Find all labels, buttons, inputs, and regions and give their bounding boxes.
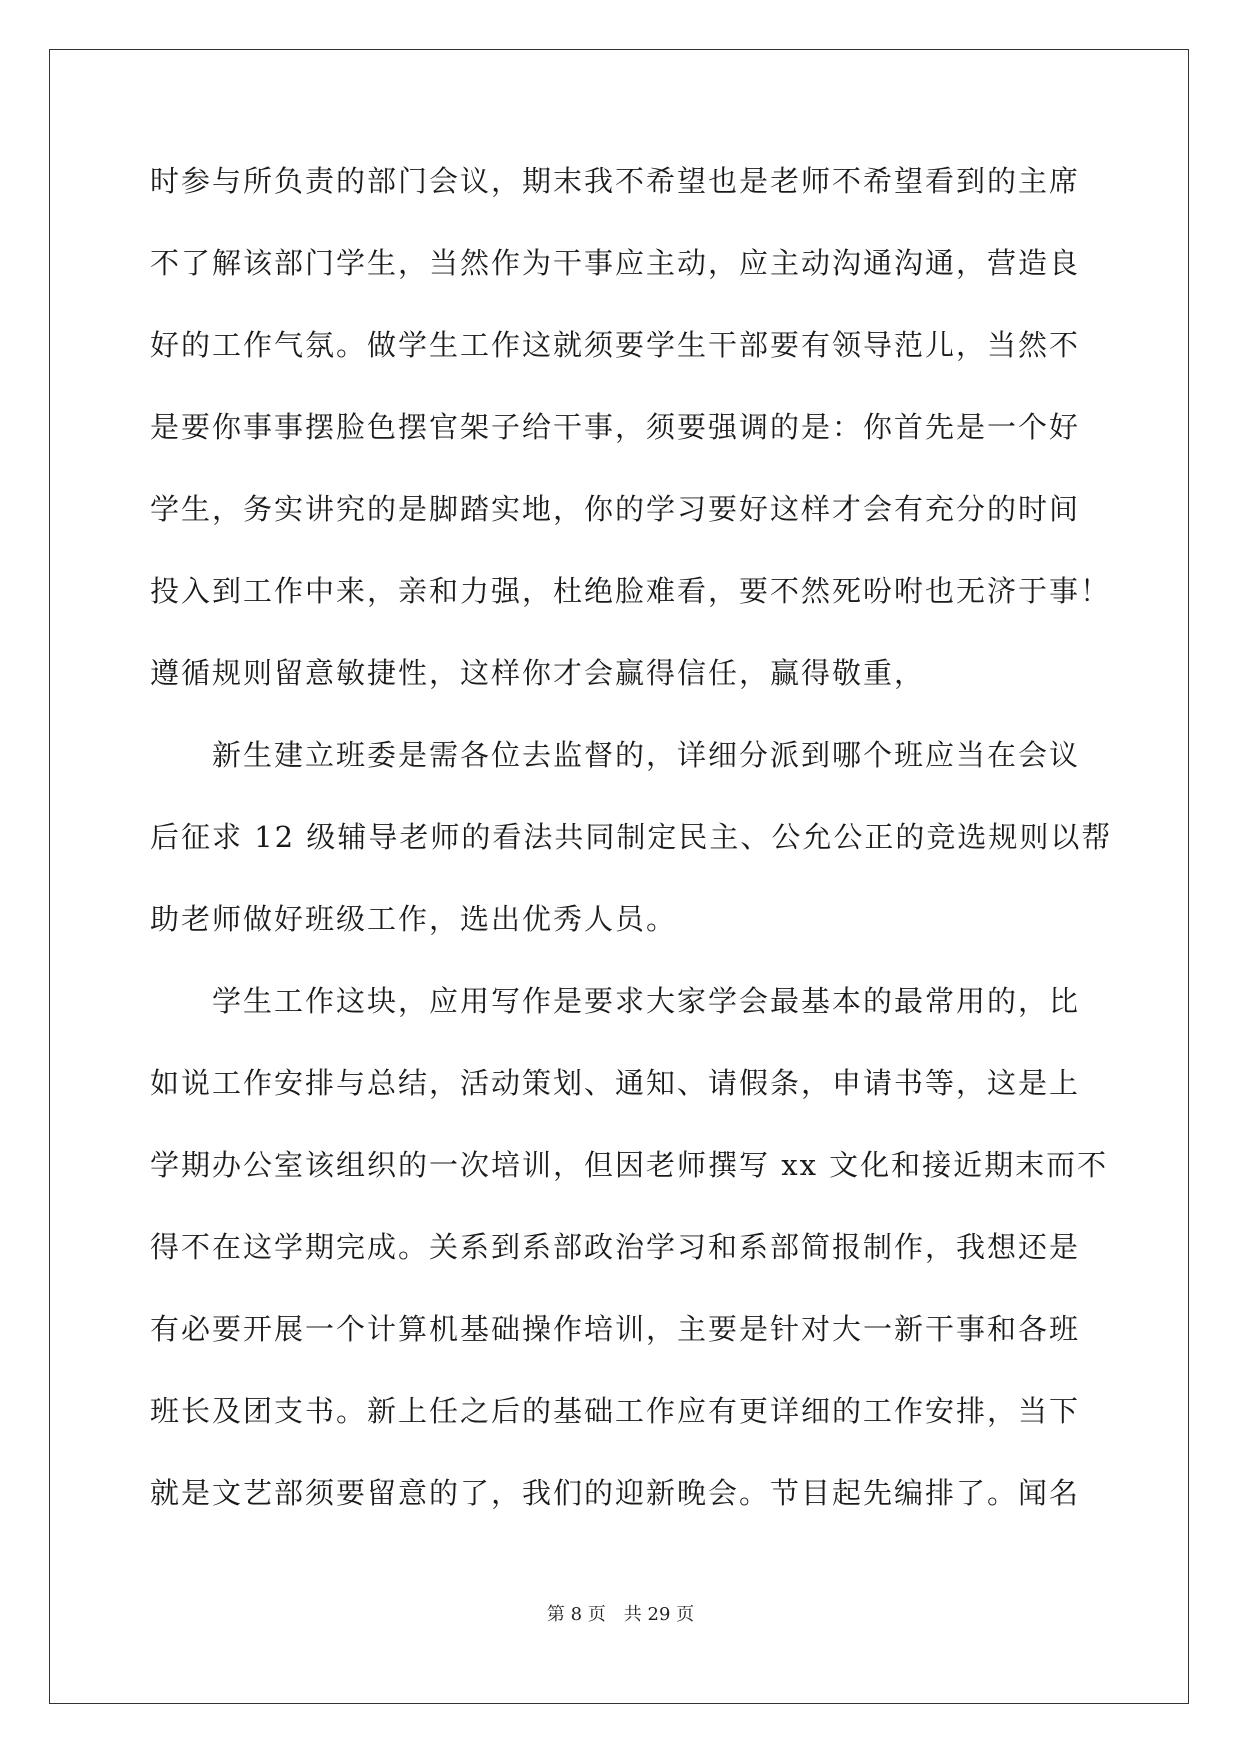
- page-number: 第 8 页 共 29 页: [546, 1604, 695, 1625]
- text-line: 投入到工作中来，亲和力强，杜绝脸难看，要不然死吩咐也无济于事！: [150, 574, 1112, 608]
- text-line: 遵循规则留意敏捷性，这样你才会赢得信任，赢得敬重，: [150, 656, 926, 690]
- paragraph-2: [150, 724, 1113, 970]
- paragraph-3: [150, 970, 1109, 1544]
- text-line: 助老师做好班级工作，选出优秀人员。: [150, 902, 678, 936]
- text-line: 时参与所负责的部门会议，期末我不希望也是老师不希望看到的主席: [150, 164, 1081, 198]
- text-line: 有必要开展一个计算机基础操作培训，主要是针对大一新干事和各班: [150, 1312, 1081, 1346]
- text-line: 得不在这学期完成。关系到系部政治学习和系部简报制作，我想还是: [150, 1230, 1081, 1264]
- text-line: 是要你事事摆脸色摆官架子给干事，须要强调的是：你首先是一个好: [150, 410, 1081, 444]
- paragraph-1: [150, 150, 1112, 724]
- text-line: 学期办公室该组织的一次培训，但因老师撰写 xx 文化和接近期末而不: [150, 1148, 1109, 1182]
- text-line: 学生，务实讲究的是脚踏实地，你的学习要好这样才会有充分的时间: [150, 492, 1081, 526]
- text-line: 学生工作这块，应用写作是要求大家学会最基本的最常用的，比: [150, 984, 1081, 1018]
- text-line: 如说工作安排与总结，活动策划、通知、请假条，申请书等，这是上: [150, 1066, 1081, 1100]
- text-line: 班长及团支书。新上任之后的基础工作应有更详细的工作安排，当下: [150, 1394, 1081, 1428]
- text-line: 就是文艺部须要留意的了，我们的迎新晚会。节目起先编排了。闻名: [150, 1476, 1081, 1510]
- page-footer: [0, 1600, 1241, 1626]
- text-line: 好的工作气氛。做学生工作这就须要学生干部要有领导范儿，当然不: [150, 328, 1081, 362]
- text-line: 不了解该部门学生，当然作为干事应主动，应主动沟通沟通，营造良: [150, 246, 1081, 280]
- text-line: 新生建立班委是需各位去监督的，详细分派到哪个班应当在会议: [150, 738, 1081, 772]
- text-line: 后征求 12 级辅导老师的看法共同制定民主、公允公正的竞选规则以帮: [150, 820, 1113, 854]
- document-body: [150, 150, 1113, 1544]
